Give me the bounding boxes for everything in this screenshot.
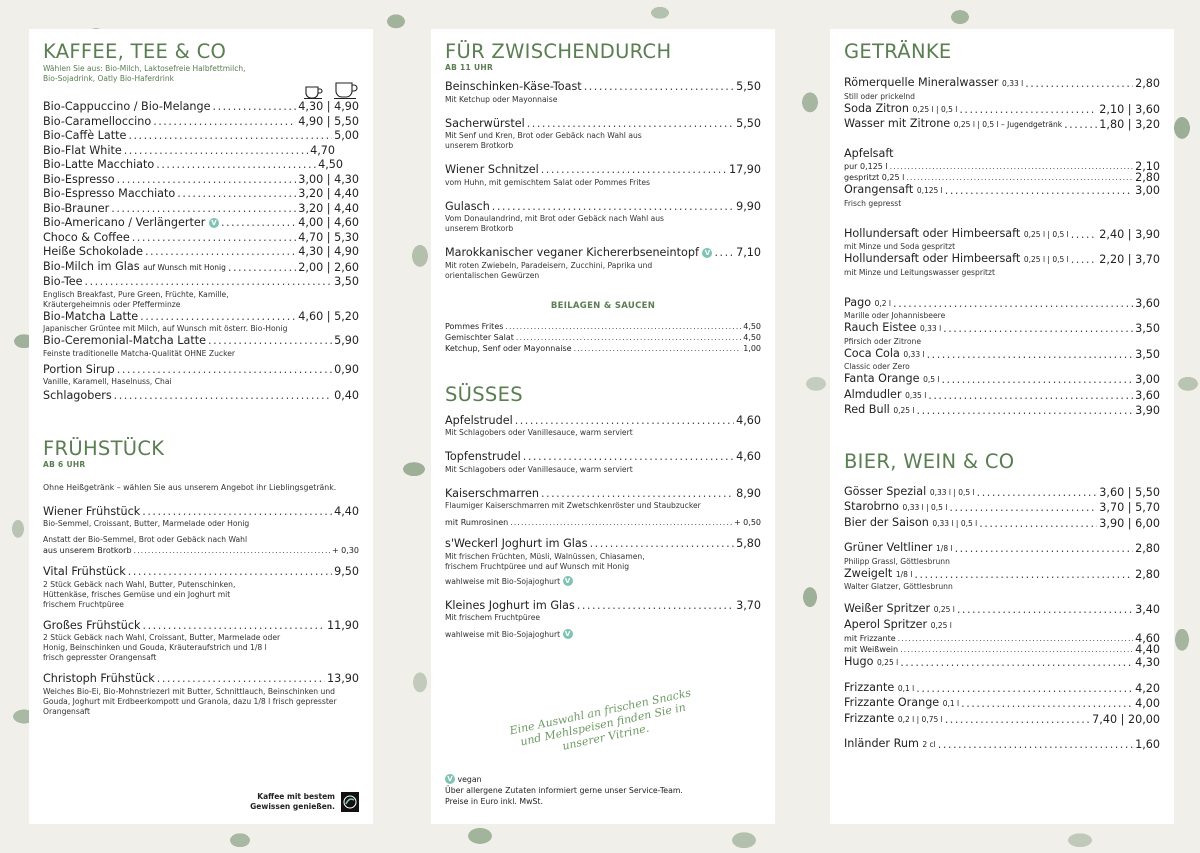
beilagen-heading: BEILAGEN & SAUCEN: [550, 300, 656, 311]
menu-item: Beinschinken-Käse-Toast ..... 5,50: [445, 80, 761, 95]
fruehstueck-hours: AB 6 UHR: [43, 459, 86, 469]
menu-item: pur 0,125 l ..... 2,10: [844, 161, 1160, 172]
menu-item: mit Frizzante ..... 4,60: [844, 633, 1160, 644]
vegan-badge-icon: V: [563, 629, 573, 639]
soja-note: wahlweise mit Bio-Sojajoghurt V: [445, 629, 761, 640]
item-description: Bio-Semmel, Croissant, Butter, Marmelade oder Honig: [43, 519, 250, 528]
vegan-badge-icon: V: [209, 218, 219, 228]
item-description: Mit Schlagobers oder Vanillesauce, warm serviert: [445, 464, 633, 474]
item-description: Japanischer Grüntee mit Milch, auf Wunsch mit österr. Bio-Honig: [43, 324, 288, 333]
menu-item: Bio-Tee ..... 3,50: [43, 275, 359, 290]
menu-item: Zweigelt 1/8 l ..... 2,80: [844, 567, 1160, 583]
section-title-getraenke: GETRÄNKE: [844, 40, 952, 63]
panel-kaffee-fruehstueck: [29, 29, 373, 824]
kaffee-list: [43, 100, 359, 404]
menu-item: Wiener Schnitzel ..... 17,90: [445, 163, 761, 178]
cup-icons: [303, 81, 359, 99]
fairtrade-text-line2: Gewissen genießen.: [250, 802, 335, 811]
menu-item: Bio-Matcha Latte ..... 4,60 | 5,20: [43, 310, 359, 325]
menu-item: Bio-Caffè Latte ..... 5,00: [43, 129, 359, 144]
menu-item: Starobrno 0,33 l | 0,5 l ..... 3,70 | 5,70: [844, 500, 1160, 516]
menu-item: Fanta Orange 0,5 l ..... 3,00: [844, 372, 1160, 388]
item-description: 2 Stück Gebäck nach Wahl, Butter, Putenschinken, Hüttenkäse, frisches Gemüse und ein Joghurt mit frischem Fruchtpüree: [43, 579, 236, 609]
vegan-badge-icon: V: [563, 576, 573, 586]
menu-item: Bio-Milch im Glas auf Wunsch mit Honig ..... 2,00 | 2,60: [43, 260, 359, 276]
panel-zwischendurch-suesses: [431, 29, 775, 824]
menu-item: Frizzante 0,1 l ..... 4,20: [844, 681, 1160, 697]
menu-item: Bio-Espresso ..... 3,00 | 4,30: [43, 173, 359, 188]
item-description: Walter Glatzer, Göttlesbrunn: [844, 582, 953, 591]
item-description: Vom Donaulandrind, mit Brot oder Gebäck nach Wahl aus unserem Brotkorb: [445, 214, 665, 233]
item-description: Still oder prickelnd: [844, 91, 915, 101]
vegan-badge-icon: V: [445, 774, 455, 784]
menu-item: Ketchup, Senf oder Mayonnaise ..... 1,00: [445, 343, 761, 354]
menu-item: Großes Frühstück ..... 11,90: [43, 619, 359, 634]
section-title-zwischendurch: FÜR ZWISCHENDURCH: [445, 40, 672, 63]
menu-item: Bio-Flat White ..... 4,70: [43, 144, 359, 159]
menu-item: Gösser Spezial 0,33 l | 0,5 l ..... 3,60 | 5,50: [844, 485, 1160, 501]
menu-item: Bio-Latte Macchiato ..... 4,50: [43, 158, 359, 173]
menu-item: Pago 0,2 l ..... 3,60: [844, 296, 1160, 312]
menu-item: Bio-Espresso Macchiato ..... 3,20 | 4,40: [43, 187, 359, 202]
menu-item: Gulasch ..... 9,90: [445, 200, 761, 215]
item-description: 2 Stück Gebäck nach Wahl, Croissant, Butter, Marmelade oder Honig, Beinschinken und Gouda, Kräuteraufstrich und 1/8 l frisch gepresster Orangensaft: [43, 633, 281, 662]
vegan-badge-icon: V: [702, 248, 712, 258]
espresso-cup-icon: [303, 85, 325, 99]
fairtrade-text-line1: Kaffee mit bestem: [257, 792, 335, 801]
menu-item: Hollundersaft oder Himbeersaft 0,25 l | 0,5 l ..... 2,20 | 3,70: [844, 252, 1160, 268]
fairtrade-block: [250, 792, 359, 812]
item-description: Mit Schlagobers oder Vanillesauce, warm serviert: [445, 428, 633, 437]
item-description: mit Minze und Soda gespritzt: [844, 242, 956, 251]
menu-item: Wasser mit Zitrone 0,25 l | 0,5 l – Jugendgetränk ..... 1,80 | 3,20: [844, 117, 1160, 133]
coffee-cup-icon: [333, 81, 359, 99]
getraenke-list: [844, 76, 1160, 419]
fruehstueck-note: Ohne Heißgetränk – wählen Sie aus unserem Angebot ihr Lieblingsgetränk.: [43, 482, 337, 492]
soja-note: wahlweise mit Bio-Sojajoghurt V: [445, 576, 761, 587]
menu-item: Bio-Cappuccino / Bio-Melange ..... 4,30 | 4,90: [43, 100, 359, 115]
milk-options-line2: Bio-Sojadrink, Oatly Bio-Haferdrink: [43, 74, 174, 83]
menu-item: Gemischter Salat ..... 4,50: [445, 332, 761, 343]
menu-item: Bio-Brauner ..... 3,20 | 4,40: [43, 202, 359, 217]
item-description: Philipp Grassl, Göttlesbrunn: [844, 556, 950, 566]
menu-item: Soda Zitron 0,25 l | 0,5 l ..... 2,10 | 3,60: [844, 102, 1160, 118]
menu-item: Kaiserschmarren ..... 8,90: [445, 487, 761, 502]
menu-item: Christoph Frühstück ..... 13,90: [43, 672, 359, 687]
bier-list: [844, 485, 1160, 753]
menu-item: Sacherwürstel ..... 5,50: [445, 117, 761, 132]
item-description: Pfirsich oder Zitrone: [844, 336, 922, 346]
menu-item: Bio-Ceremonial-Matcha Latte ..... 5,90: [43, 334, 359, 349]
allergen-note: Über allergene Zutaten informiert gerne unser Service-Team.: [445, 786, 683, 795]
suesses-list: [445, 414, 761, 641]
menu-item: Kleines Joghurt im Glas ..... 3,70: [445, 599, 761, 614]
item-description: Mit Ketchup oder Mayonnaise: [445, 94, 558, 104]
zwischendurch-list: [445, 80, 761, 281]
menu-item: Aperol Spritzer 0,25 l: [844, 617, 952, 631]
menu-item: Schlagobers ..... 0,40: [43, 389, 359, 404]
item-description: vom Huhn, mit gemischtem Salat oder Pommes Frites: [445, 177, 650, 187]
section-title-kaffee: KAFFEE, TEE & CO: [43, 40, 227, 63]
item-description: Mit Senf und Kren, Brot oder Gebäck nach Wahl aus unserem Brotkorb: [445, 131, 642, 150]
item-description: Vanille, Karamell, Haselnuss, Chai: [43, 377, 172, 386]
beilagen-list: [445, 321, 761, 354]
menu-item: Frizzante 0,2 l | 0,75 l ..... 7,40 | 20,00: [844, 712, 1160, 728]
menu-item: Wiener Frühstück ..... 4,40: [43, 505, 359, 520]
menu-item: Bier der Saison 0,33 l | 0,5 l ..... 3,90 | 6,00: [844, 516, 1160, 532]
menu-item: Coca Cola 0,33 l ..... 3,50: [844, 347, 1160, 363]
item-description: Weiches Bio-Ei, Bio-Mohnstriezerl mit Butter, Schnittlauch, Beinschinken und Gouda, Joghurt mit Erdbeerkompott und Granola, dazu 1/8 l frisch gepresster Orangensaft: [43, 686, 337, 716]
section-title-fruehstueck: FRÜHSTÜCK: [43, 436, 165, 460]
menu-item: gespritzt 0,25 l ..... 2,80: [844, 172, 1160, 183]
price-note: Preise in Euro inkl. MwSt.: [445, 797, 543, 806]
menu-item: Weißer Spritzer 0,25 l ..... 3,40: [844, 602, 1160, 618]
zwischendurch-hours: AB 11 UHR: [445, 63, 494, 72]
fairtrade-logo-icon: [341, 792, 359, 812]
vitrine-handwritten-note: Eine Auswahl an frischen Snacks und Mehlspeisen finden Sie in unserer Vitrine.: [508, 686, 693, 753]
footer-notes: [445, 774, 683, 807]
fruehstueck-extra-line1: Anstatt der Bio-Semmel, Brot oder Gebäck nach Wahl: [43, 535, 248, 544]
menu-item: Inländer Rum 2 cl ..... 1,60: [844, 737, 1160, 753]
item-description: Marille oder Johannisbeere: [844, 311, 946, 320]
item-description: Flaumiger Kaiserschmarren mit Zwetschkenröster und Staubzucker: [445, 501, 701, 510]
fruehstueck-extra: aus unserem Brotkorb ..... + 0,30: [43, 545, 359, 556]
item-description: Frisch gepresst: [844, 198, 902, 208]
panel-getraenke-bier: [830, 29, 1174, 824]
menu-item: Vital Frühstück ..... 9,50: [43, 565, 359, 580]
item-description: mit Minze und Leitungswasser gespritzt: [844, 267, 995, 277]
item-description: Classic oder Zero: [844, 362, 910, 371]
item-description: Englisch Breakfast, Pure Green, Früchte, Kamille, Kräutergeheimnis oder Pfefferminze: [43, 289, 229, 309]
menu-item: Pommes Frites ..... 4,50: [445, 321, 761, 332]
menu-item: Bio-Caramelloccino ..... 4,90 | 5,50: [43, 115, 359, 130]
milk-options-line1: Wählen Sie aus: Bio-Milch, Laktosefreie Halbfettmilch,: [43, 64, 246, 73]
menu-item: mit Weißwein ..... 4,40: [844, 644, 1160, 655]
section-title-bier: BIER, WEIN & CO: [844, 449, 1015, 473]
menu-item: Rauch Eistee 0,33 l ..... 3,50: [844, 321, 1160, 337]
item-description: Mit frischen Früchten, Müsli, Walnüssen, Chiasamen, frischem Fruchtpüree und auf Wunsch mit Honig: [445, 551, 645, 571]
menu-item: Römerquelle Mineralwasser 0,33 l ..... 2,80: [844, 76, 1160, 92]
menu-item: Hugo 0,25 l ..... 4,30: [844, 655, 1160, 671]
menu-item: Choco & Coffee ..... 4,70 | 5,30: [43, 231, 359, 246]
menu-item: Almdudler 0,35 l ..... 3,60: [844, 388, 1160, 404]
menu-item: Hollundersaft oder Himbeersaft 0,25 l | 0,5 l ..... 2,40 | 3,90: [844, 227, 1160, 243]
item-description: Mit frischem Fruchtpüree: [445, 613, 541, 622]
menu-item: s'Weckerl Joghurt im Glas ..... 5,80: [445, 537, 761, 552]
item-description: Feinste traditionelle Matcha-Qualität OHNE Zucker: [43, 348, 235, 358]
vegan-legend: V vegan: [445, 774, 683, 785]
item-description: Mit roten Zwiebeln, Paradeisern, Zucchini, Paprika und orientalischen Gewürzen: [445, 260, 653, 280]
section-title-suesses: SÜSSES: [445, 382, 523, 406]
menu-item: Portion Sirup ..... 0,90: [43, 363, 359, 378]
menu-item: Apfelstrudel ..... 4,60: [445, 414, 761, 429]
rumrosinen-extra: mit Rumrosinen ..... + 0,50: [445, 517, 761, 528]
menu-item: Red Bull 0,25 l ..... 3,90: [844, 403, 1160, 419]
menu-item: Grüner Veltliner 1/8 l ..... 2,80: [844, 541, 1160, 557]
apfelsaft-heading: Apfelsaft: [844, 146, 894, 160]
menu-item: Bio-Americano / Verlängerter V ..... 4,00 | 4,60: [43, 216, 359, 231]
menu-item: Orangensaft 0,125 l ..... 3,00: [844, 183, 1160, 199]
menu-item: Topfenstrudel ..... 4,60: [445, 450, 761, 465]
menu-item: Heiße Schokolade ..... 4,30 | 4,90: [43, 245, 359, 260]
menu-item: Marokkanischer veganer Kichererbseneintopf V ..... 7,10: [445, 246, 761, 261]
menu-item: Frizzante Orange 0,1 l ..... 4,00: [844, 696, 1160, 712]
fruehstueck-list: [43, 505, 359, 717]
